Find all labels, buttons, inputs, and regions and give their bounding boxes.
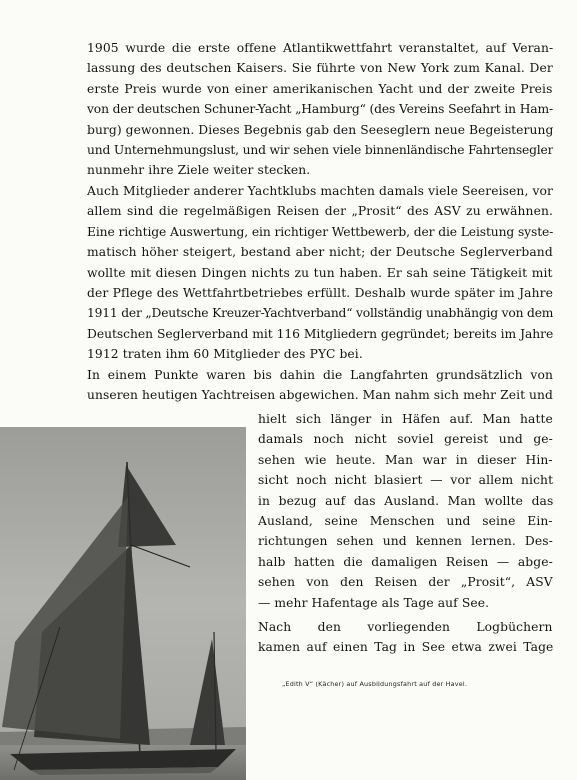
paragraph-atlantic-race (87, 38, 553, 181)
paragraph-long-voyages-continued (258, 409, 553, 613)
text-line: wollte mit diesen Dingen nichts zu tun haben. Er sah seine Tätigkeit mit (87, 265, 553, 280)
text-line: unseren heutigen Yachtreisen abgewichen. Man nahm sich mehr Zeit und (87, 388, 553, 403)
text-line: kamen auf einen Tag in See etwa zwei Tage (258, 640, 553, 655)
text-line: sicht noch nicht blasiert — vor allem nicht (258, 473, 553, 488)
text-line: sehen wie heute. Man war in dieser Hin- (258, 452, 553, 467)
text-line: sehen von den Reisen der „Prosit“, ASV (258, 575, 553, 590)
text-line: richtungen sehen und kennen lernen. Des- (258, 534, 553, 549)
text-line: 1912 traten ihm 60 Mitglieder des PYC bei. (87, 347, 363, 362)
text-line: erste Preis wurde von einer amerikanischen Yacht und der zweite Preis (87, 81, 553, 96)
paragraph-yacht-clubs (87, 181, 553, 365)
text-line: burg) gewonnen. Dieses Begebnis gab den Seeseglern neue Begeisterung (87, 122, 553, 137)
text-line: nunmehr ihre Ziele weiter stecken. (87, 163, 311, 178)
text-line: 1905 wurde die erste offene Atlantikwettfahrt veranstaltet, auf Veran- (87, 41, 553, 55)
sailing-yacht-photo (0, 427, 246, 780)
text-line: in bezug auf das Ausland. Man wollte das (258, 493, 553, 508)
text-line: — mehr Hafentage als Tage auf See. (258, 595, 490, 610)
text-line: Nach den vorliegenden Logbüchern (258, 620, 553, 634)
text-line: In einem Punkte waren bis dahin die Langfahrten grundsätzlich von (87, 368, 553, 382)
paragraph-long-voyages (87, 365, 553, 406)
text-line: 1911 der „Deutsche Kreuzer-Yachtverband“ vollständig unabhängig von dem (87, 306, 553, 321)
text-line: lassung des deutschen Kaisers. Sie führte von New York zum Kanal. Der (87, 61, 553, 76)
text-line: und Unternehmungslust, und wir sehen viele binnenländische Fahrtensegler (87, 143, 553, 158)
text-line: Auch Mitglieder anderer Yachtklubs machten damals viele Seereisen, vor (87, 184, 553, 198)
text-line: Eine richtige Auswertung, ein richtiger Wettbewerb, der die Leistung syste- (87, 224, 553, 239)
text-line: der Pflege des Wettfahrtbetriebes erfüllt. Deshalb wurde später im Jahre (87, 286, 553, 301)
text-line: allem sind die regelmäßigen Reisen der „Prosit“ des ASV zu erwähnen. (87, 204, 553, 219)
photo-caption: „Edith V“ (Kächer) auf Ausbildungsfahrt auf der Havel. (282, 680, 468, 688)
paragraph-logbooks (258, 617, 553, 658)
text-line: Ausland, seine Menschen und seine Ein- (258, 514, 553, 529)
text-line: Deutschen Seglerverband mit 116 Mitgliedern gegründet; bereits im Jahre (87, 326, 553, 341)
text-line: matisch höher steigert, bestand aber nicht; der Deutsche Seglerverband (87, 245, 553, 260)
text-line: von der deutschen Schuner-Yacht „Hamburg“ (des Vereins Seefahrt in Ham- (87, 102, 553, 117)
text-line: halb hatten die damaligen Reisen — abge- (258, 554, 553, 569)
text-line: hielt sich länger in Häfen auf. Man hatte (258, 412, 553, 426)
text-line: damals noch nicht soviel gereist und ge- (258, 432, 553, 447)
